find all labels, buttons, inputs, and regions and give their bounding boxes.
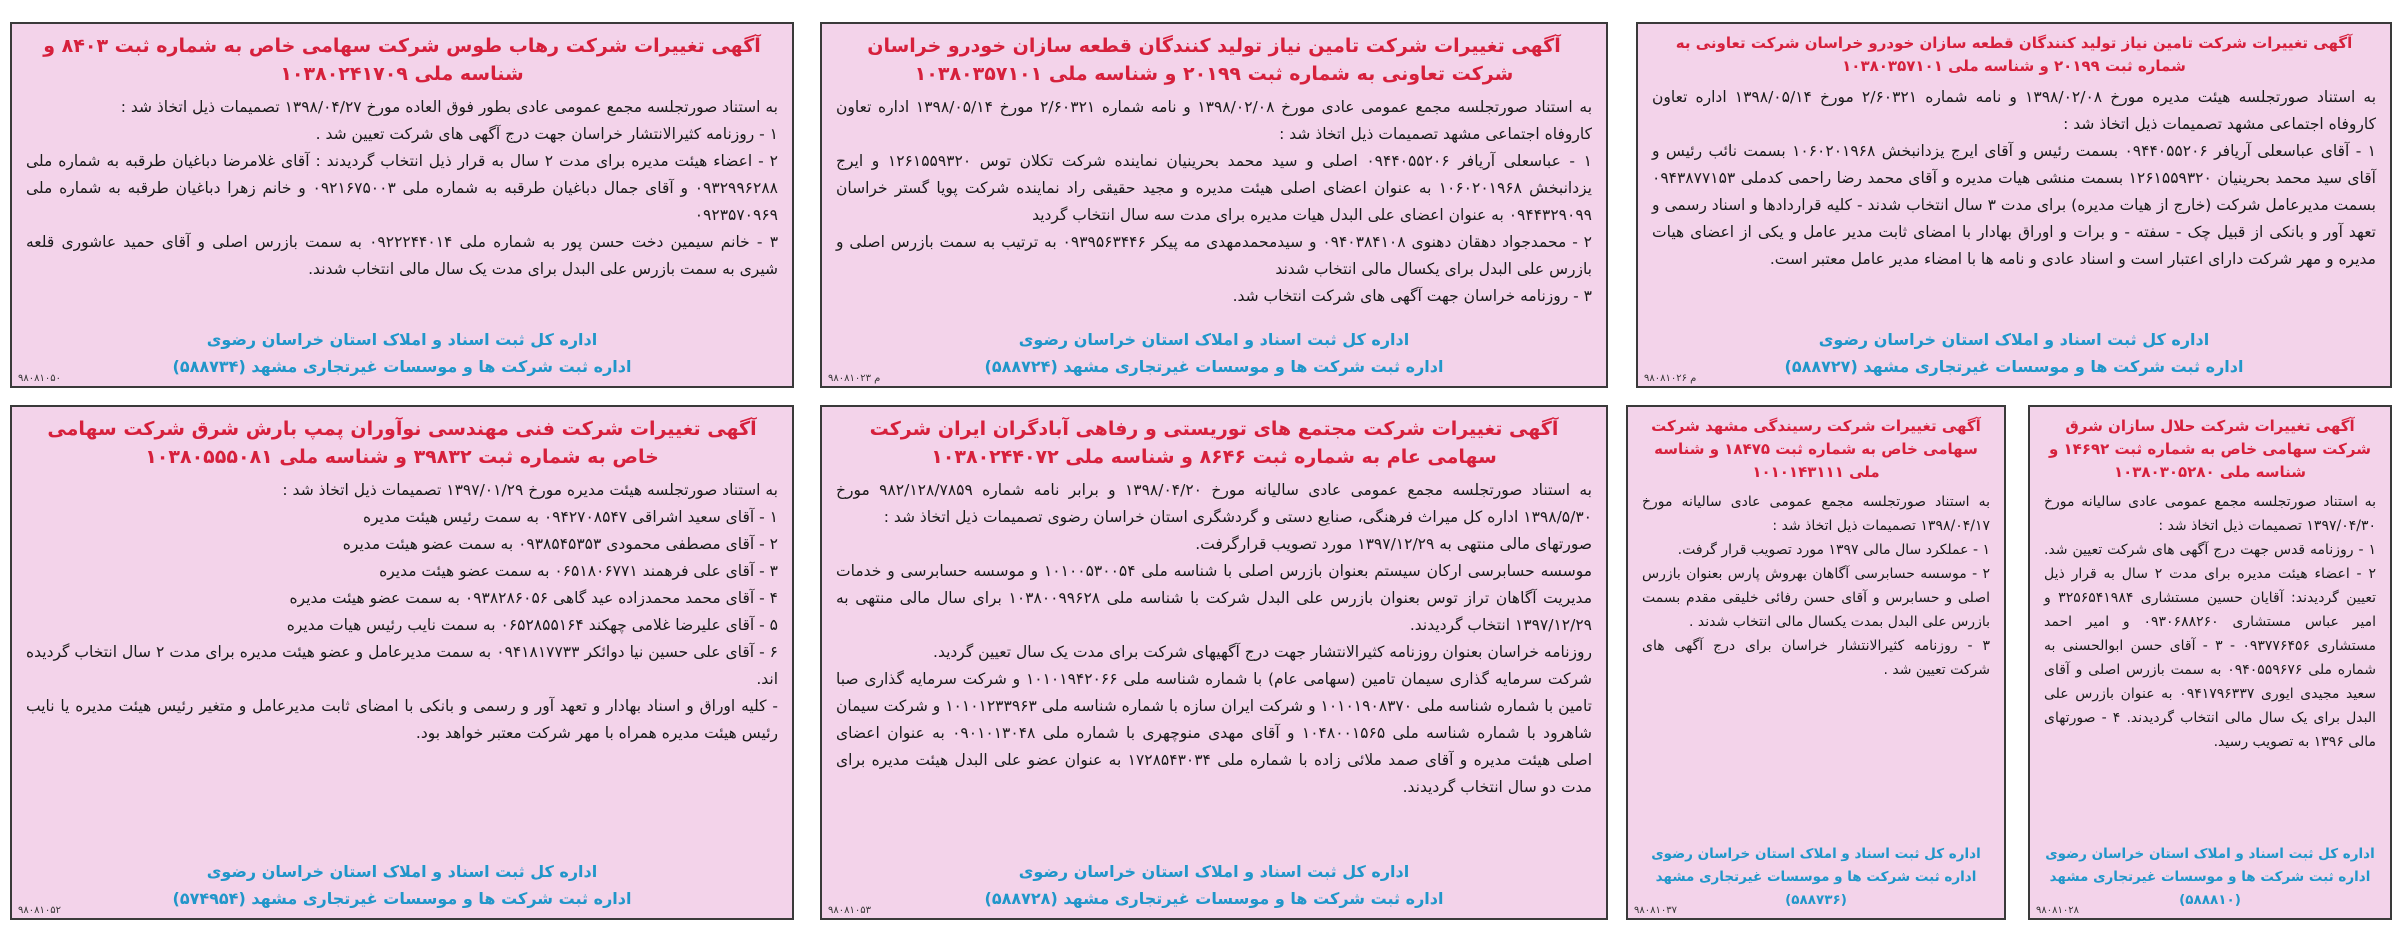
ad-code: م ۹۸۰۸۱۰۲۳	[828, 373, 881, 384]
ad-paragraph: به استناد صورتجلسه مجمع عمومی عادی بطور فوق العاده مورخ ۱۳۹۸/۰۴/۲۷ تصمیمات ذیل اتخاذ شد :	[120, 98, 778, 116]
ad-paragraph: ۳ - روزنامه کثیرالانتشار خراسان برای درج آگهی های شرکت تعیین شد .	[1642, 638, 1990, 678]
ad-box	[820, 405, 1608, 920]
ad-paragraph: ۲ - اعضاء هیئت مدیره برای مدت ۲ سال به قرار ذیل انتخاب گردیدند : آقای غلامرضا دباغیان طرقبه به شماره ملی ۰۹۳۲۹۹۶۲۸۸ و آقای جمال دباغیان طرقبه به شماره ملی ۰۹۲۱۶۷۵۰۰۳ و خانم زهرا دباغیان طرقبه به شماره ملی ۰۹۲۳۵۷۰۹۶۹	[26, 152, 778, 224]
ad-paragraph: - کلیه اوراق و اسناد بهادار و تعهد آور و رسمی و بانکی با امضای ثابت مدیرعامل و متغیر رئیس هیئت مدیره یا نایب رئیس هیئت مدیره همراه با مهر شرکت معتبر خواهد بود.	[26, 697, 778, 742]
ad-paragraph: ۴ - آقای محمد محمدزاده عید گاهی ۰۹۳۸۲۸۶۰۵۶ به سمت عضو هیئت مدیره	[289, 589, 778, 607]
ad-footer-office: اداره کل ثبت اسناد و املاک استان خراسان رضوی	[206, 862, 598, 881]
ad-code: ۹۸۰۸۱۰۳۷	[1634, 905, 1677, 916]
ad-paragraph: ۱ - آقای سعید اشراقی ۰۹۴۲۷۰۸۵۴۷ به سمت رئیس هیئت مدیره	[363, 508, 778, 526]
ad-paragraph: موسسه حسابرسی ارکان سیستم بعنوان بازرس اصلی با شناسه ملی ۱۰۱۰۰۵۳۰۰۵۴ و موسسه حسابرسی و خدمات مدیریت آگاهان تراز توس بعنوان بازرس علی البدل شرکت با شناسه ملی ۱۰۳۸۰۰۹۹۶۲۸ برای سال مالی منتهی به ۱۳۹۷/۱۲/۲۹ انتخاب گردیدند.	[836, 562, 1593, 634]
ad-body	[26, 477, 778, 858]
ad-box	[1636, 22, 2392, 388]
ad-paragraph: ۲ - محمدجواد دهقان دهنوی ۰۹۴۰۳۸۴۱۰۸ و سیدمحمدمهدی مه پیکر ۰۹۳۹۵۶۳۴۴۶ به ترتیب به سمت بازرس اصلی و بازرس علی البدل برای یکسال مالی انتخاب شدند	[836, 233, 1592, 278]
ad-code: م ۹۸۰۸۱۰۲۶	[1644, 373, 1697, 384]
ad-title: آگهی تغییرات شرکت مجتمع های توریستی و رفاهی آبادگران ایران شرکت سهامی عام به شماره ثبت ۸۶۴۶ و شناسه ملی ۱۰۳۸۰۲۴۴۰۷۲	[869, 418, 1559, 468]
ad-footer-department: اداره ثبت شرکت ها و موسسات غیرتجاری مشهد (۵۸۸۸۱۰)	[2049, 869, 2371, 908]
ad-footer-department: اداره ثبت شرکت ها و موسسات غیرتجاری مشهد (۵۸۸۷۳۴)	[172, 357, 632, 376]
ad-title: آگهی تغییرات شرکت تامین نیاز تولید کنندگان قطعه سازان خودرو خراسان شرکت تعاونی به شماره ثبت ۲۰۱۹۹ و شناسه ملی ۱۰۳۸۰۳۵۷۱۰۱	[867, 35, 1561, 85]
ad-code: ۹۸۰۸۱۰۵۰	[18, 373, 61, 384]
ad-title: آگهی تغییرات شرکت تامین نیاز تولید کنندگان قطعه سازان خودرو خراسان شرکت تعاونی به شماره ثبت ۲۰۱۹۹ و شناسه ملی ۱۰۳۸۰۳۵۷۱۰۱	[1675, 34, 2353, 75]
ad-code: ۹۸۰۸۱۰۲۸	[2036, 905, 2079, 916]
ad-paragraph: روزنامه خراسان بعنوان روزنامه کثیرالانتشار جهت درج آگهیهای شرکت برای مدت یک سال تعیین گردید.	[933, 643, 1592, 661]
ad-title: آگهی تغییرات شرکت حلال سازان شرق شرکت سهامی خاص به شماره ثبت ۱۴۶۹۲ و شناسه ملی ۱۰۳۸۰۳۰۵۲۸۰	[2048, 417, 2371, 481]
ad-paragraph: ۵ - آقای علیرضا غلامی چهکند ۰۶۵۲۸۵۵۱۶۴ به سمت نایب رئیس هیات مدیره	[286, 616, 778, 634]
ad-title: آگهی تغییرات شرکت رسیندگی مشهد شرکت سهامی خاص به شماره ثبت ۱۸۴۷۵ و شناسه ملی ۱۰۱۰۱۴۳۱۱۱	[1651, 417, 1981, 481]
ad-paragraph: ۳ - خانم سیمین دخت حسن پور به شماره ملی ۰۹۲۲۲۴۴۰۱۴ به سمت بازرس اصلی و آقای حمید عاشوری قلعه شیری به سمت بازرس علی البدل برای مدت یک سال مالی انتخاب شدند.	[26, 233, 779, 278]
ad-paragraph: شرکت سرمایه گذاری سیمان تامین (سهامی عام) با شماره شناسه ملی ۱۰۱۰۱۹۴۲۰۶۶ و شرکت سرمایه گذاری صبا تامین با شماره شناسه ملی ۱۰۱۰۱۹۰۸۳۷۰ و شرکت ایران سازه با شماره شناسه ملی ۱۰۱۰۱۲۳۳۹۶۳ و شرکت سیمان شاهرود با شماره شناسه ملی ۱۰۴۸۰۰۱۵۶۵ و آقای مهدی منوچهری با شماره ملی ۰۹۰۱۰۱۳۰۴۸ به عنوان اعضای اصلی هیئت مدیره و آقای صمد ملائی زاده با شماره ملی ۱۷۲۸۵۴۳۰۳۴ به عنوان عضو علی البدل هیئت مدیره برای مدت دو سال انتخاب گردیدند.	[836, 670, 1592, 796]
ad-paragraph: ۱ - آقای عباسعلی آریافر ۰۹۴۴۰۵۵۲۰۶ بسمت رئیس و آقای ایرج یزدانبخش ۱۰۶۰۲۰۱۹۶۸ بسمت نائب رئیس و آقای سید محمد بحرینیان ۱۲۶۱۵۵۹۳۲۰ بسمت منشی هیات مدیره و آقای محمد رضا راحمی کدملی ۰۹۴۳۸۷۷۱۵۳ بسمت مدیرعامل شرکت (خارج از هیات مدیره) برای مدت ۳ سال انتخاب شدند - کلیه قراردادها و اسناد رسمی و تعهد آور و بانکی از قبیل چک - سفته - و برات و اوراق بهادار با امضای ثابت مدیر عامل و یکی از اعضای هیات مدیره و مهر شرکت دارای اعتبار است و اسناد عادی و نامه ها با امضاء مدیر عامل معتبر است.	[1652, 142, 2376, 268]
ad-title: آگهی تغییرات شرکت فنی مهندسی نوآوران پمپ بارش شرق شرکت سهامی خاص به شماره ثبت ۳۹۸۳۲ و شناسه ملی ۱۰۳۸۰۵۵۵۰۸۱	[47, 418, 757, 468]
ad-paragraph: ۶ - آقای علی حسین نیا دوائکر ۰۹۴۱۸۱۷۷۳۳ به سمت مدیرعامل و عضو هیئت مدیره برای مدت ۲ سال انتخاب گردیده اند.	[26, 643, 778, 688]
ad-body	[26, 94, 778, 326]
ad-body	[836, 94, 1592, 326]
ad-paragraph: صورتهای مالی منتهی به ۱۳۹۷/۱۲/۲۹ مورد تصویب قرارگرفت.	[1195, 535, 1592, 553]
ad-body	[1652, 84, 2376, 326]
ad-footer-office: اداره کل ثبت اسناد و املاک استان خراسان رضوی	[206, 330, 598, 349]
ad-paragraph: به استناد صورتجلسه هیئت مدیره مورخ ۱۳۹۷/۰۱/۲۹ تصمیمات ذیل اتخاذ شد :	[282, 481, 778, 499]
ad-paragraph: ۲ - موسسه حسابرسی آگاهان بهروش پارس بعنوان بازرس اصلی و حسابرس و آقای حسن رفائی خلیقی مقدم بسمت بازرس علی البدل بمدت یکسال مالی انتخاب شدند .	[1642, 566, 1990, 630]
ad-paragraph: ۱ - روزنامه کثیرالانتشار خراسان جهت درج آگهی های شرکت تعیین شد .	[315, 125, 778, 143]
ad-box	[10, 405, 794, 920]
ad-paragraph: به استناد صورتجلسه مجمع عمومی عادی سالیانه مورخ ۱۳۹۷/۰۴/۳۰ تصمیمات ذیل اتخاذ شد :	[2044, 494, 2376, 534]
ad-body	[1642, 490, 1990, 843]
ad-paragraph: ۱ - روزنامه قدس جهت درج آگهی های شرکت تعیین شد. ۲ - اعضاء هیئت مدیره برای مدت ۲ سال به قرار ذیل تعیین گردیدند: آقایان حسین مستشاری ۳۲۵۶۵۴۱۹۸۴ و امیر عباس مستشاری ۰۹۳۰۶۸۸۲۶۰ و امیر احمد مستشاری ۰۹۳۷۷۶۴۵۶ - ۳ - آقای حسن ابوالحسنی به شماره ملی ۰۹۴۰۵۵۹۶۷۶ به سمت بازرس اصلی و آقای سعید مجیدی ایوری ۰۹۴۱۷۹۶۳۳۷ به عنوان بازرس علی البدل برای یک سال مالی انتخاب گردیدند. ۴ - صورتهای مالی ۱۳۹۶ به تصویب رسید.	[2044, 542, 2377, 750]
ad-paragraph: به استناد صورتجلسه هیئت مدیره مورخ ۱۳۹۸/۰۲/۰۸ و نامه شماره ۲/۶۰۳۲۱ مورخ ۱۳۹۸/۰۵/۱۴ اداره تعاون کاروفاه اجتماعی مشهد تصمیمات ذیل اتخاذ شد :	[1652, 88, 2377, 133]
ad-title: آگهی تغییرات شرکت رهاب طوس شرکت سهامی خاص به شماره ثبت ۸۴۰۳ و شناسه ملی ۱۰۳۸۰۲۴۱۷۰۹	[43, 35, 761, 85]
ad-box	[10, 22, 794, 388]
ad-box	[820, 22, 1608, 388]
ad-box	[1626, 405, 2006, 920]
ad-paragraph: ۳ - روزنامه خراسان جهت آگهی های شرکت انتخاب شد.	[1232, 287, 1592, 305]
ad-footer-office: اداره کل ثبت اسناد و املاک استان خراسان رضوی	[2045, 846, 2375, 862]
ad-footer-office: اداره کل ثبت اسناد و املاک استان خراسان رضوی	[1018, 330, 1410, 349]
ad-box	[2028, 405, 2392, 920]
ad-paragraph: ۱ - عملکرد سال مالی ۱۳۹۷ مورد تصویب قرار گرفت.	[1677, 542, 1990, 558]
ad-footer-department: اداره ثبت شرکت ها و موسسات غیرتجاری مشهد (۵۸۸۷۳۶)	[1655, 869, 1977, 908]
ad-footer-office: اداره کل ثبت اسناد و املاک استان خراسان رضوی	[1651, 846, 1981, 862]
ad-footer-department: اداره ثبت شرکت ها و موسسات غیرتجاری مشهد (۵۸۸۷۲۴)	[984, 357, 1444, 376]
ad-footer-department: اداره ثبت شرکت ها و موسسات غیرتجاری مشهد (۵۷۴۹۵۴)	[172, 889, 632, 908]
ad-footer-department: اداره ثبت شرکت ها و موسسات غیرتجاری مشهد (۵۸۸۷۲۷)	[1784, 357, 2244, 376]
ad-paragraph: ۳ - آقای علی فرهمند ۰۶۵۱۸۰۶۷۷۱ به سمت عضو هیئت مدیره	[379, 562, 778, 580]
ad-paragraph: به استناد صورتجلسه مجمع عمومی عادی سالیانه مورخ ۱۳۹۸/۰۴/۱۷ تصمیمات ذیل اتخاذ شد :	[1642, 494, 1990, 534]
ad-body	[836, 477, 1592, 858]
ad-paragraph: ۲ - آقای مصطفی محمودی ۰۹۳۸۵۴۵۳۵۳ به سمت عضو هیئت مدیره	[342, 535, 778, 553]
ad-paragraph: به استناد صورتجلسه مجمع عمومی عادی سالیانه مورخ ۱۳۹۸/۰۴/۲۰ و برابر نامه شماره ۹۸۲/۱۲۸/۷۸۵۹ مورخ ۱۳۹۸/۵/۳۰ اداره کل میراث فرهنگی، صنایع دستی و گردشگری استان خراسان رضوی تصمیمات ذیل اتخاذ شد :	[836, 481, 1592, 526]
ad-body	[2044, 490, 2376, 843]
ad-footer-department: اداره ثبت شرکت ها و موسسات غیرتجاری مشهد (۵۸۸۷۲۸)	[984, 889, 1444, 908]
ad-footer-office: اداره کل ثبت اسناد و املاک استان خراسان رضوی	[1818, 330, 2210, 349]
ad-code: ۹۸۰۸۱۰۵۲	[18, 905, 61, 916]
ad-paragraph: ۱ - عباسعلی آریافر ۰۹۴۴۰۵۵۲۰۶ اصلی و سید محمد بحرینیان نماینده شرکت تکلان توس ۱۲۶۱۵۵۹۳۲۰ و ایرج یزدانبخش ۱۰۶۰۲۰۱۹۶۸ به عنوان اعضای اصلی هیئت مدیره و مجید حقیقی راد نماینده شرکت پویا گستر خراسان ۰۹۴۴۳۲۹۰۹۹ به عنوان اعضای علی البدل هیات مدیره برای مدت سه سال انتخاب گردید	[836, 152, 1592, 224]
ad-paragraph: به استناد صورتجلسه مجمع عمومی عادی مورخ ۱۳۹۸/۰۲/۰۸ و نامه شماره ۲/۶۰۳۲۱ مورخ ۱۳۹۸/۰۵/۱۴ اداره تعاون کاروفاه اجتماعی مشهد تصمیمات ذیل اتخاذ شد :	[836, 98, 1593, 143]
ad-code: ۹۸۰۸۱۰۵۳	[828, 905, 871, 916]
ad-footer-office: اداره کل ثبت اسناد و املاک استان خراسان رضوی	[1018, 862, 1410, 881]
